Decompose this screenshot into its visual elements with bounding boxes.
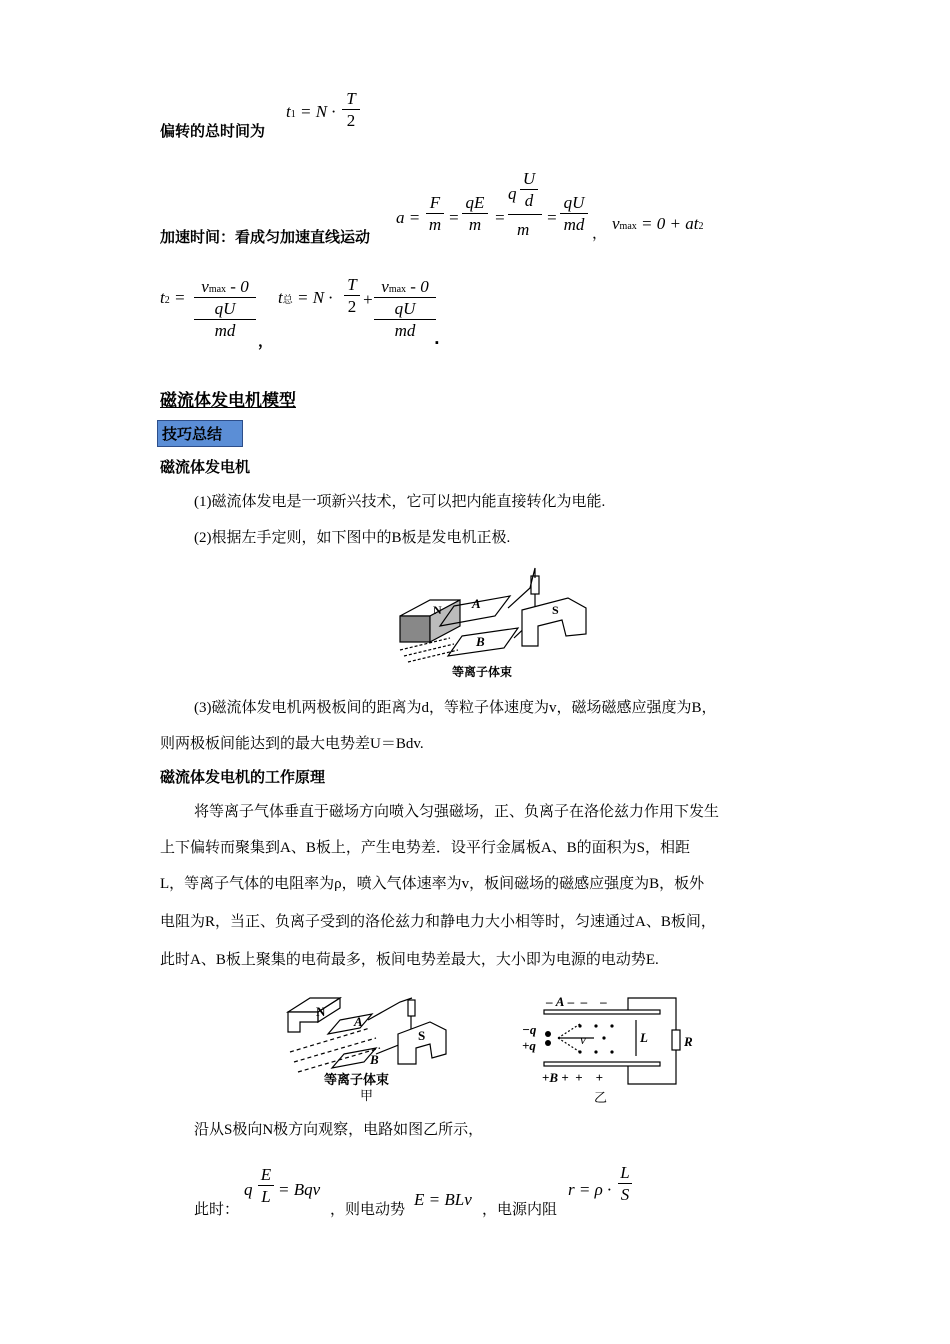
- formula-qE-over-L: q E L = Bqv: [244, 1165, 321, 1206]
- tips-badge: 技巧总结: [157, 420, 243, 447]
- svg-text:– A – – –: – A – – –: [546, 994, 607, 1009]
- fig1-caption: 等离子体束: [452, 665, 513, 679]
- svg-text:A: A: [354, 1014, 363, 1029]
- paragraph-5: 沿从S极向N极方向观察，电路如图乙所示，: [194, 1122, 484, 1138]
- section-title: 磁流体发电机模型: [160, 391, 296, 411]
- deflect-total-time-label: 偏转的总时间为: [160, 122, 266, 140]
- fig1-label-N: N: [433, 603, 442, 617]
- formula-t2: t2 = vmax - 0 qU md ， t总 = N · T 2 + vmax - 0 qU md .: [160, 275, 440, 350]
- svg-text:+q: +q: [522, 1038, 536, 1053]
- paragraph-3-line2: 则两极板间能达到的最大电势差U＝Bdv.: [160, 736, 424, 752]
- paragraph-6-mid: ，则电动势: [330, 1202, 406, 1218]
- svg-text:S: S: [552, 603, 559, 617]
- formula-internal-resistance: r = ρ · L S: [568, 1164, 648, 1214]
- svg-text:A: A: [472, 596, 481, 611]
- fig2a-caption: 等离子体束: [324, 1073, 390, 1088]
- fig2b-caption: 乙: [594, 1091, 608, 1106]
- svg-text:B: B: [370, 1052, 379, 1067]
- svg-text:v: v: [580, 1032, 586, 1047]
- paragraph-4-line1: 将等离子气体垂直于磁场方向喷入匀强磁场，正、负离子在洛伦兹力作用下发生: [194, 804, 720, 820]
- formula-acceleration: a = F m = qE m = q U d m = qU md ， vmax = 0 + at2: [396, 169, 704, 242]
- subheading-principle: 磁流体发电机的工作原理: [160, 768, 326, 786]
- svg-text:+B + + +: +B + + +: [542, 1070, 604, 1085]
- accel-time-label: 加速时间：看成匀加速直线运动: [160, 228, 371, 246]
- paragraph-4-line4: 电阻为R，当正、负离子受到的洛伦兹力和静电力大小相等时，匀速通过A、B板间，: [160, 914, 716, 930]
- paragraph-6-prefix: 此时：: [194, 1202, 240, 1218]
- fig2a-caption-jia: 甲: [360, 1089, 374, 1104]
- paragraph-1: (1)磁流体发电是一项新兴技术，它可以把内能直接转化为电能.: [194, 494, 606, 510]
- paragraph-6-end: ，电源内阻: [482, 1202, 558, 1218]
- svg-text:R: R: [684, 1034, 693, 1049]
- svg-text:S: S: [418, 1028, 426, 1043]
- svg-text:−q: −q: [522, 1022, 537, 1037]
- paragraph-4-line2: 上下偏转而聚集到A、B板上，产生电势差．设平行金属板A、B的面积为S，相距: [160, 840, 691, 856]
- svg-text:N: N: [316, 1004, 326, 1019]
- mhd-figure-1: [390, 558, 600, 682]
- subheading-mhd: 磁流体发电机: [160, 458, 251, 476]
- svg-text:B: B: [476, 634, 485, 649]
- paragraph-4-line3: L，等离子气体的电阻率为ρ，喷入气体速率为v，板间磁场的磁感应强度为B，板外: [160, 876, 705, 892]
- svg-text:L: L: [640, 1030, 648, 1045]
- paragraph-3-line1: (3)磁流体发电机两极板间的距离为d，等粒子体速度为v，磁场磁感应强度为B，: [194, 700, 717, 716]
- formula-emf: E = BLv: [414, 1190, 472, 1209]
- formula-t1: t1 = N · T 2: [286, 90, 366, 140]
- paragraph-4-line5: 此时A、B板上聚集的电荷最多，板间电势差最大，大小即为电源的电动势E.: [160, 952, 659, 968]
- mhd-figure-yi: [518, 990, 708, 1108]
- mhd-figure-jia: [280, 992, 460, 1104]
- paragraph-2: (2)根据左手定则，如下图中的B板是发电机正极.: [194, 530, 511, 546]
